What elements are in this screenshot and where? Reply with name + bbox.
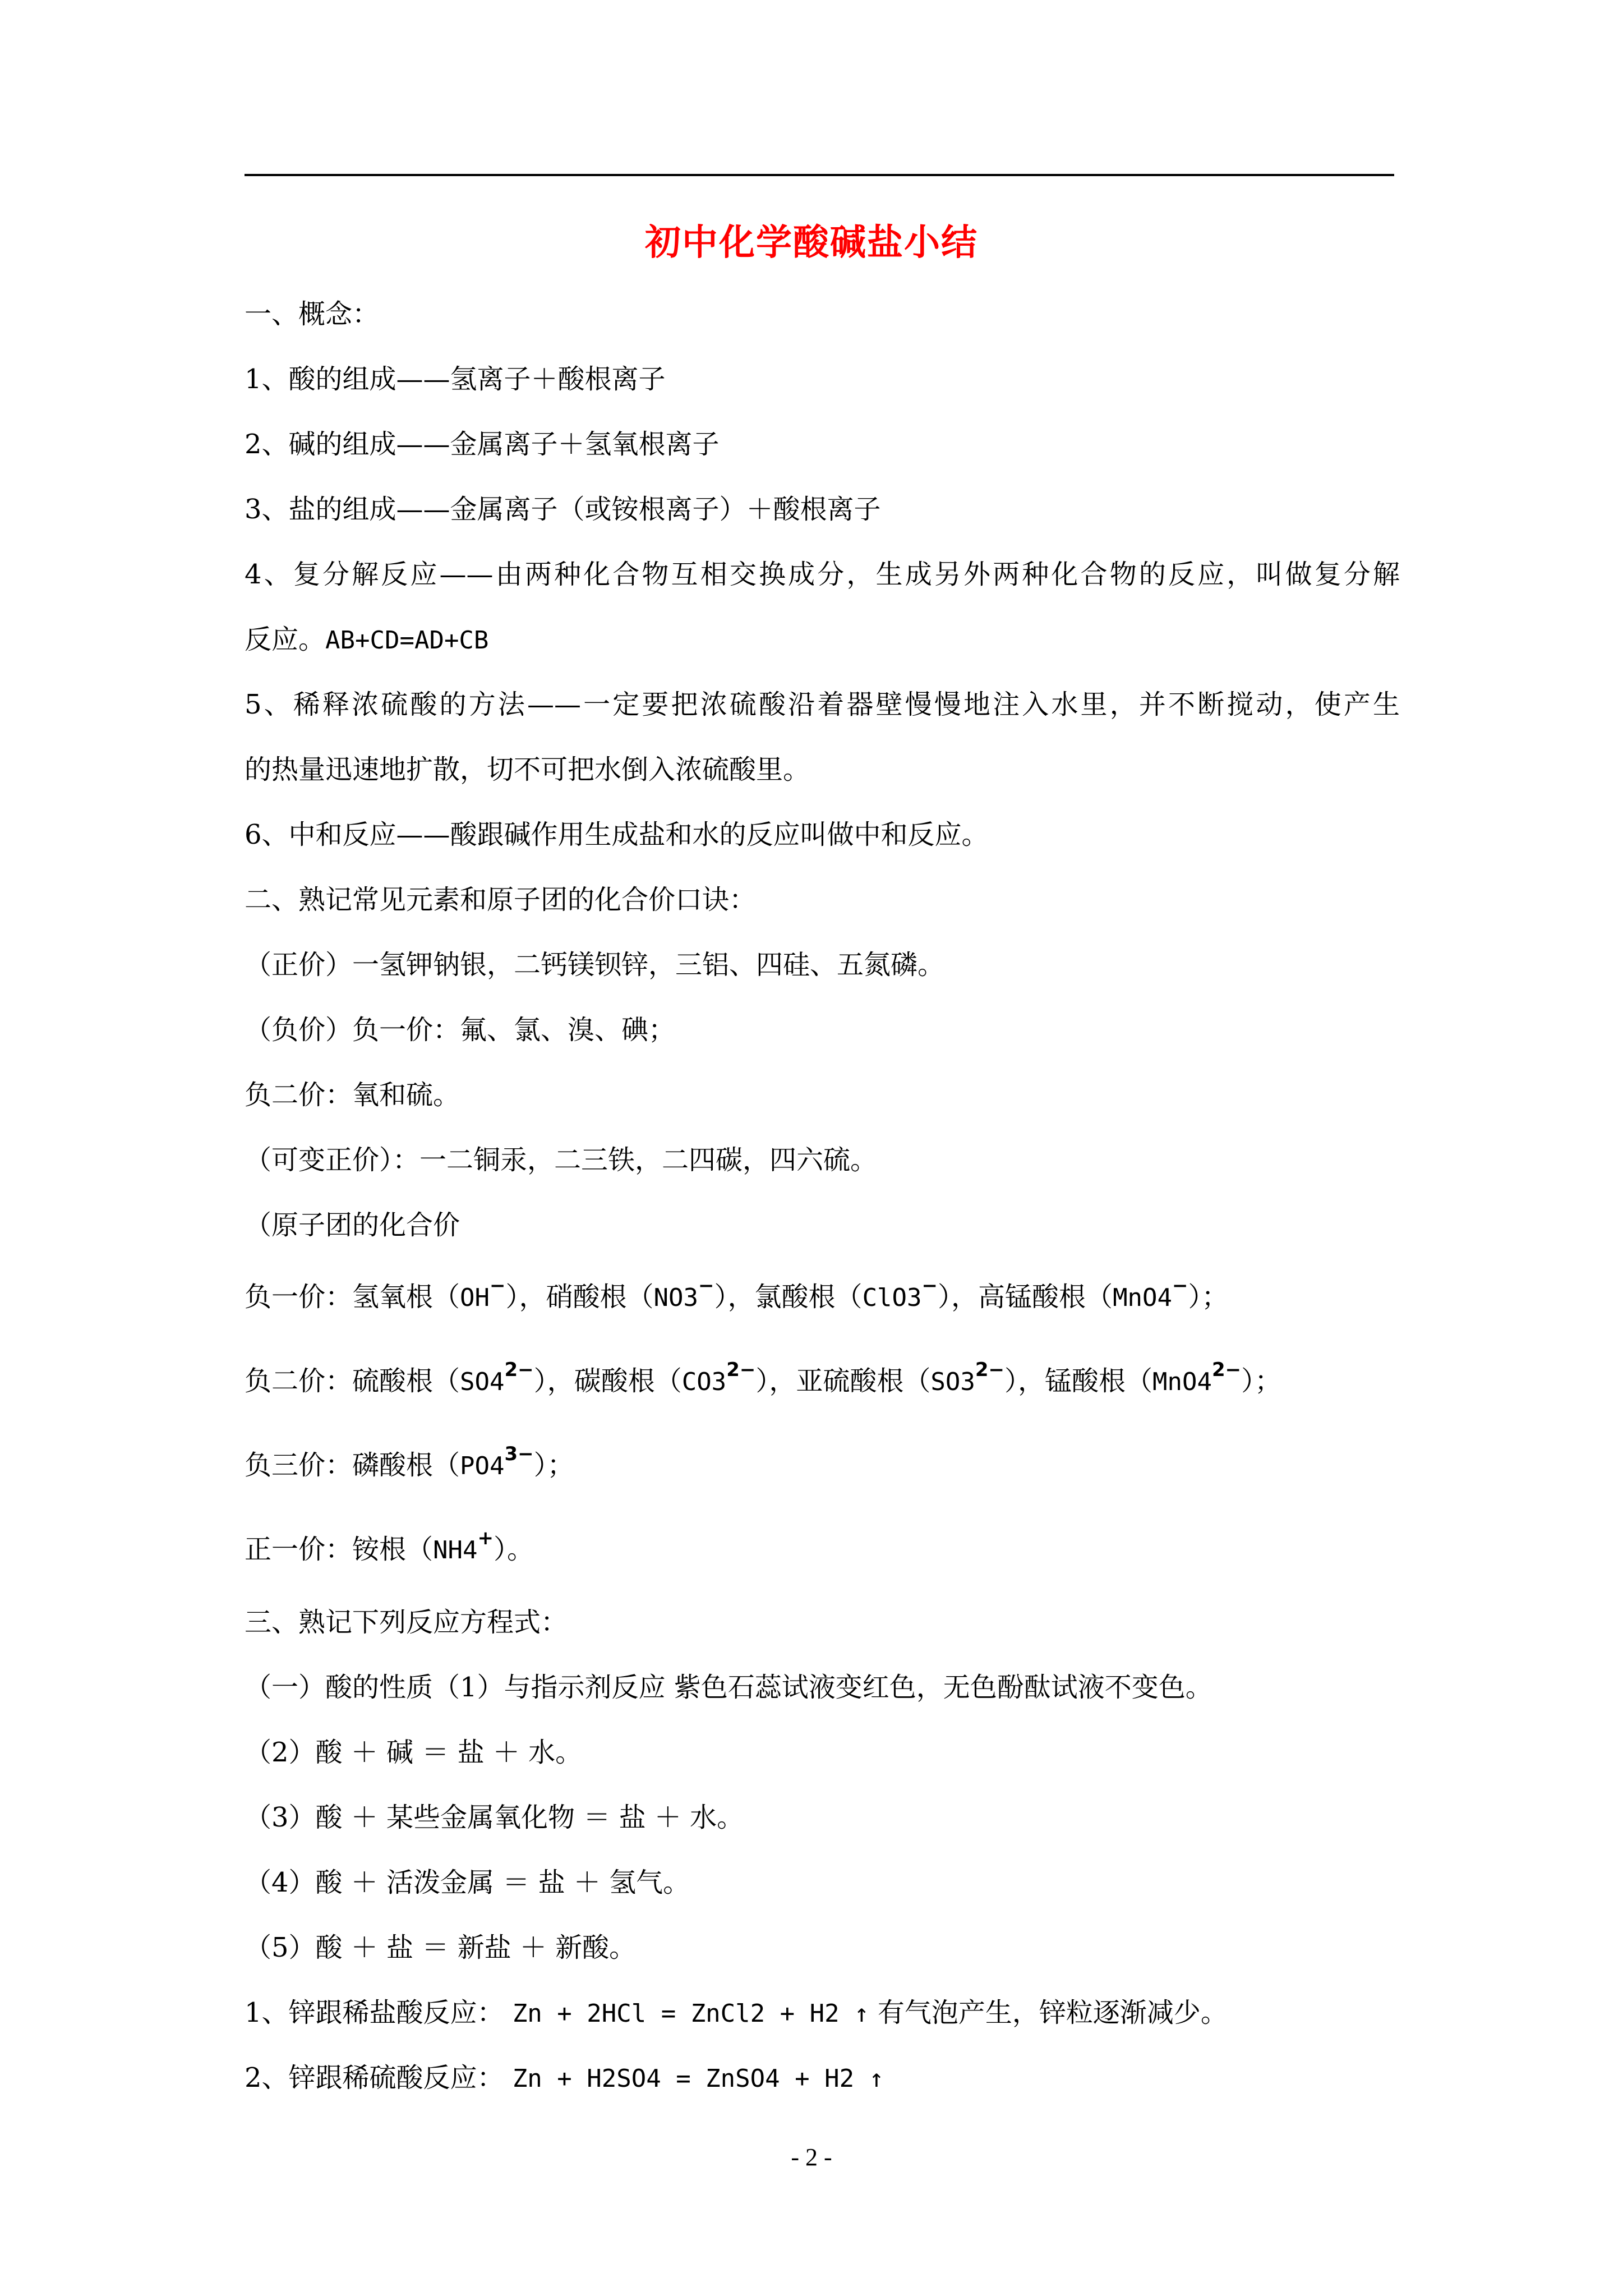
ions-neg3-list (352, 1443, 574, 1481)
ion-neg1-1 (546, 1274, 755, 1313)
ion-separator: ）。 (494, 1534, 534, 1565)
ion-neg1-2 (754, 1274, 979, 1313)
ion-formula: MnO4 (1152, 1368, 1212, 1396)
ion-separator: ）， (1004, 1365, 1045, 1397)
reaction-2-equation: Zn + H2SO4 = ZnSO4 + H2 ↑ (512, 2064, 884, 2093)
ions-pos1-list (352, 1527, 534, 1565)
ion-formula: OH (460, 1283, 490, 1312)
ion-formula: SO3 (930, 1368, 975, 1396)
acid-property-4: （4）酸 ＋ 活泼金属 ＝ 盐 ＋ 氢气。 (245, 1867, 690, 1898)
acid-property-5: （5）酸 ＋ 盐 ＝ 新盐 ＋ 新酸。 (245, 1932, 637, 1963)
ion-name: 氯酸根（ (754, 1281, 863, 1313)
ion-charge: − (698, 1274, 714, 1297)
ion-pos1-0 (352, 1527, 534, 1565)
reaction-2-label: 2、锌跟稀硫酸反应： (245, 2062, 504, 2093)
section-heading-concepts: 一、概念： (245, 298, 380, 330)
reaction-1-note: 有气泡产生，锌粒逐渐减少。 (877, 1997, 1228, 2028)
ion-name: 硫酸根（ (352, 1365, 460, 1397)
ions-neg3-label: 负三价： (245, 1450, 353, 1481)
concept-6: 6、中和反应——酸跟碱作用生成盐和水的反应叫做中和反应。 (245, 819, 989, 850)
concept-3: 3、盐的组成——金属离子（或铵根离子）＋酸根离子 (245, 494, 881, 525)
ion-name: 铵根（ (352, 1534, 434, 1565)
ions-neg2-list (352, 1359, 1282, 1397)
ion-separator: ）； (1188, 1281, 1229, 1313)
concept-4-line1: 4、复分解反应——由两种化合物互相交换成分，生成另外两种化合物的反应，叫做复分解 (245, 559, 1400, 590)
concept-5-line2: 的热量迅速地扩散，切不可把水倒入浓硫酸里。 (245, 754, 810, 785)
ion-name: 硝酸根（ (546, 1281, 654, 1313)
ion-charge: 2− (726, 1359, 756, 1381)
ion-neg1-3 (978, 1274, 1229, 1313)
ion-charge: − (921, 1274, 938, 1297)
reaction-2 (245, 2050, 1400, 2107)
ion-neg2-2 (796, 1359, 1045, 1397)
ion-neg3-0 (352, 1443, 574, 1481)
ion-separator: ）， (505, 1281, 546, 1313)
ions-neg1-line (245, 1269, 1400, 1326)
ion-charge: 2− (1212, 1359, 1242, 1381)
concept-1: 1、酸的组成——氢离子＋酸根离子 (245, 364, 666, 395)
reaction-1-label: 1、锌跟稀盐酸反应： (245, 1997, 504, 2028)
reaction-1-equation: Zn + 2HCl = ZnCl2 + H2 ↑ (512, 1999, 869, 2028)
ion-separator: ）， (533, 1365, 574, 1397)
ion-neg2-3 (1045, 1359, 1282, 1397)
ions-neg2-line (245, 1353, 1400, 1410)
ion-formula: MnO4 (1113, 1283, 1173, 1312)
reaction-1 (245, 1985, 1400, 2042)
ion-formula: SO4 (460, 1368, 505, 1396)
header-rule (245, 174, 1394, 176)
page-number: - 2 - (791, 2143, 832, 2171)
ions-pos1-line (245, 1521, 1400, 1579)
ion-charge: 2− (975, 1359, 1005, 1381)
valence-negative-1: （负价）负一价：氟、氯、溴、碘； (245, 1014, 676, 1046)
ion-formula: NH4 (433, 1536, 478, 1565)
ion-separator: ）， (938, 1281, 979, 1313)
ab-formula: AB+CD=AD+CB (325, 626, 489, 655)
concept-4-tail: 反应。 (245, 624, 326, 655)
ion-separator: ）， (714, 1281, 755, 1313)
ion-formula: CO3 (681, 1368, 727, 1396)
valence-negative-2: 负二价：氧和硫。 (245, 1079, 460, 1111)
ion-name: 亚硫酸根（ (796, 1365, 931, 1397)
section-heading-valence: 二、熟记常见元素和原子团的化合价口诀： (245, 884, 757, 915)
ion-name: 碳酸根（ (574, 1365, 682, 1397)
acid-property-2: （2）酸 ＋ 碱 ＝ 盐 ＋ 水。 (245, 1737, 583, 1768)
ions-pos1-label: 正一价： (245, 1534, 353, 1565)
concept-5-line1: 5、稀释浓硫酸的方法——一定要把浓硫酸沿着器壁慢慢地注入水里，并不断搅动，使产生 (245, 689, 1400, 720)
ions-neg3-line (245, 1437, 1400, 1494)
section-heading-equations: 三、熟记下列反应方程式： (245, 1607, 568, 1638)
ion-charge: + (477, 1527, 494, 1549)
ion-neg1-0 (352, 1274, 546, 1313)
page-title: 初中化学酸碱盐小结 (645, 222, 978, 264)
ion-charge: 3− (504, 1443, 534, 1465)
ion-neg2-1 (574, 1359, 796, 1397)
ion-formula: NO3 (653, 1283, 699, 1312)
concept-4-line2 (245, 611, 1400, 669)
ions-neg1-label: 负一价： (245, 1281, 353, 1313)
ion-charge: 2− (504, 1359, 534, 1381)
ion-separator: ）； (533, 1450, 574, 1481)
ion-name: 磷酸根（ (352, 1450, 460, 1481)
valence-positive: （正价）一氢钾钠银，二钙镁钡锌，三铝、四硅、五氮磷。 (245, 949, 945, 981)
radical-valence-heading: （原子团的化合价 (245, 1209, 460, 1241)
acid-property-3: （3）酸 ＋ 某些金属氧化物 ＝ 盐 ＋ 水。 (245, 1802, 744, 1833)
ion-formula: ClO3 (862, 1283, 922, 1312)
ion-formula: PO4 (460, 1452, 505, 1480)
ion-name: 氢氧根（ (352, 1281, 460, 1313)
ion-name: 高锰酸根（ (978, 1281, 1113, 1313)
ion-charge: − (1172, 1274, 1188, 1297)
valence-variable: （可变正价）：一二铜汞，二三铁，二四碳，四六硫。 (245, 1144, 878, 1176)
acid-property-1: （一）酸的性质（1）与指示剂反应 紫色石蕊试液变红色，无色酚酞试液不变色。 (245, 1672, 1212, 1703)
ion-neg2-0 (352, 1359, 574, 1397)
ion-name: 锰酸根（ (1045, 1365, 1153, 1397)
ion-separator: ）， (755, 1365, 796, 1397)
concept-2: 2、碱的组成——金属离子＋氢氧根离子 (245, 429, 720, 460)
ions-neg2-label: 负二价： (245, 1365, 353, 1397)
ion-separator: ）； (1241, 1365, 1282, 1397)
ions-neg1-list (352, 1274, 1229, 1313)
ion-charge: − (490, 1274, 506, 1297)
